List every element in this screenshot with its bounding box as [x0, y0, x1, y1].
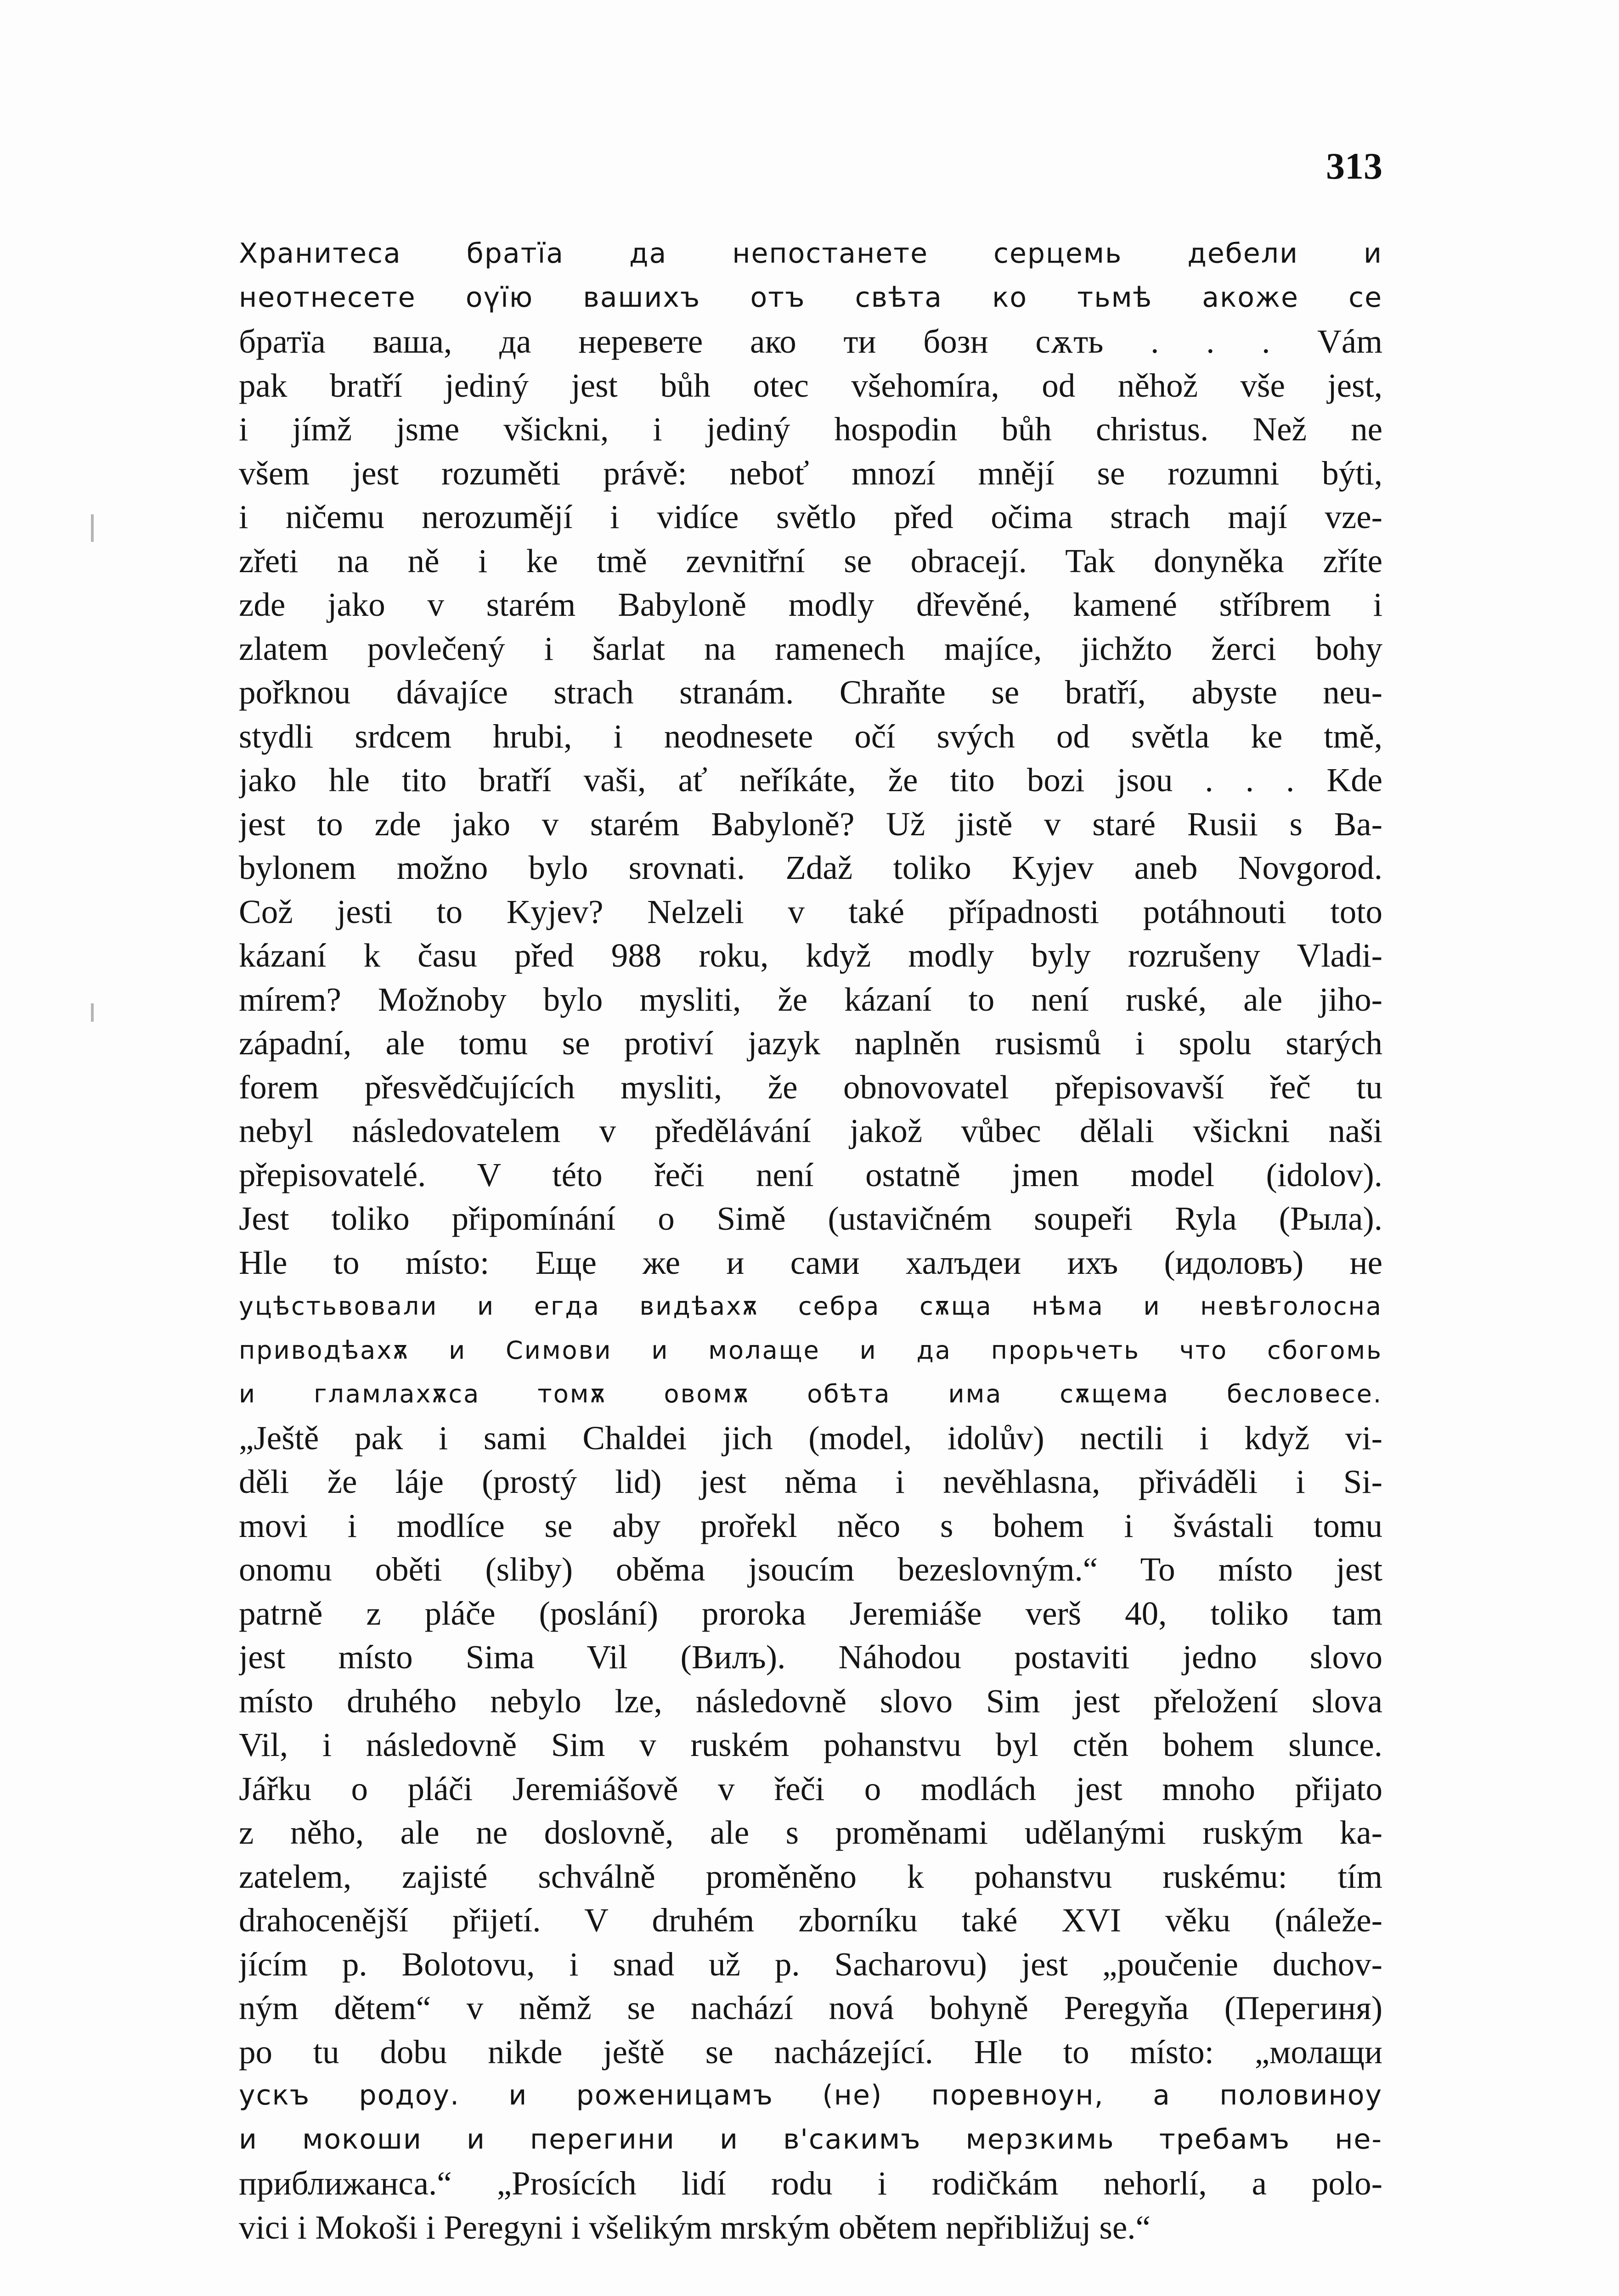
text-line: jest to zde jako v starém Babyloně? Už jistě v staré Rusii s Ba- — [239, 805, 1382, 843]
text-line: Což jesti to Kyjev? Nelzeli v také případnosti potáhnouti toto — [239, 893, 1382, 930]
text-line: všem jest rozuměti právě: neboť mnozí mnějí se rozumni býti, — [239, 454, 1382, 492]
text-line: děli že láje (prostý lid) jest něma i nevěhlasna, přiváděli i Si- — [239, 1463, 1382, 1500]
text-line: drahocenější přijetí. V druhém zborníku také XVI věku (náleže- — [239, 1902, 1382, 1939]
text-line: onomu oběti (sliby) oběma jsoucím bezeslovným.“ To místo jest — [239, 1551, 1382, 1588]
body-text — [239, 232, 1382, 2249]
text-line: nebyl následovatelem v předělávání jakož vůbec dělali všickni naši — [239, 1112, 1382, 1149]
text-line: братїа ваша, да неревете ако ти бозн сѫть . . . Vám — [239, 323, 1382, 360]
text-line: zatelem, zajisté schválně proměněno k pohanstvu ruskému: tím — [239, 1857, 1382, 1895]
text-line: Hle to místo: Еще же и сами халъдеи ихъ (идоловъ) не — [239, 1244, 1382, 1281]
text-line: ускъ родоу. и роженицамъ (не) поревноун, а половиноу — [239, 2079, 1382, 2111]
text-line: уцѣстьвовали и егда видѣахѫ себра сѫща нѣма и невѣголосна — [239, 1292, 1382, 1321]
text-line: movi i modlíce se aby prořekl něco s bohem i švástali tomu — [239, 1507, 1382, 1544]
text-line: mírem? Možnoby bylo mysliti, že kázaní to není ruské, ale jiho- — [239, 980, 1382, 1018]
text-line: přepisovatelé. V této řeči není ostatně jmen model (idolov). — [239, 1156, 1382, 1193]
text-line: и гламлахѫса томѫ овомѫ обѣта има сѫщема бесловесе. — [239, 1379, 1382, 1408]
text-line: patrně z pláče (poslání) proroka Jeremiáše verš 40, toliko tam — [239, 1594, 1382, 1632]
text-line: Vil, i následovně Sim v ruském pohanstvu byl ctěn bohem slunce. — [239, 1726, 1382, 1763]
text-line: zřeti na ně i ke tmě zevnitřní se obracejí. Tak donyněka zříte — [239, 542, 1382, 580]
text-line: и мокоши и перегини и в'сакимъ мерзкимь требамъ не- — [239, 2123, 1382, 2155]
text-line: stydli srdcem hrubi, i neodnesete očí svých od světla ke tmě, — [239, 717, 1382, 755]
text-line: pořknou dávajíce strach stranám. Chraňte se bratří, abyste neu- — [239, 674, 1382, 711]
text-line: Jářku o pláči Jeremiášově v řeči o modlách jest mnoho přijato — [239, 1770, 1382, 1807]
text-line: приближанса.“ „Prosících lidí rodu i rodičkám nehorlí, a polo- — [239, 2165, 1382, 2202]
text-line: Хранитеса братїа да непостанете серцемь дебели и — [239, 237, 1382, 270]
text-line: zlatem povlečený i šarlat na ramenech majíce, jichžto žerci bohy — [239, 630, 1382, 667]
text-line: z něho, ale ne doslovně, ale s proměnami udělanými ruským ka- — [239, 1814, 1382, 1851]
text-line: bylonem možno bylo srovnati. Zdaž toliko Kyjev aneb Novgorod. — [239, 849, 1382, 886]
text-line: ným dětem“ v němž se nachází nová bohyně Peregyňa (Перегиня) — [239, 1989, 1382, 2026]
text-line: i ničemu nerozumějí i vidíce světlo před očima strach mají vze- — [239, 498, 1382, 535]
text-line: приводѣахѫ и Симови и молаще и да прорьчеть что сбогомь — [239, 1335, 1382, 1365]
scan-artifact — [91, 1003, 94, 1022]
text-line: zde jako v starém Babyloně modly dřevěné, kamené stříbrem i — [239, 586, 1382, 623]
text-line: kázaní k času před 988 roku, když modly byly rozrušeny Vladi- — [239, 937, 1382, 974]
text-line: jako hle tito bratří vaši, ať neříkáte, že tito bozi jsou . . . Kde — [239, 761, 1382, 799]
text-line: i jímž jsme všickni, i jediný hospodin bůh christus. Než ne — [239, 411, 1382, 448]
text-line: jest místo Sima Vil (Вилъ). Náhodou postaviti jedno slovo — [239, 1638, 1382, 1676]
text-line: vici i Mokoši i Peregyni i všelikým mrským obětem nepřibližuj se.“ — [239, 2208, 1151, 2246]
page-number: 313 — [1326, 145, 1382, 187]
text-line: „Ještě pak i sami Chaldei jich (model, idolův) nectili i když vi- — [239, 1419, 1382, 1457]
text-line: západní, ale tomu se protiví jazyk naplněn rusismů i spolu starých — [239, 1024, 1382, 1062]
text-line: pak bratří jediný jest bůh otec všehomíra, od něhož vše jest, — [239, 366, 1382, 404]
text-line: Jest toliko připomínání o Simě (ustavičném soupeři Ryla (Рыла). — [239, 1200, 1382, 1237]
text-line: po tu dobu nikde ještě se nacházející. Hle to místo: „молащи — [239, 2033, 1382, 2071]
text-line: jícím p. Bolotovu, i snad už p. Sacharovu) jest „poučenie duchov- — [239, 1945, 1382, 1983]
scan-artifact — [91, 514, 94, 542]
text-line: forem přesvědčujících mysliti, že obnovovatel přepisovavší řeč tu — [239, 1068, 1382, 1106]
text-line: místo druhého nebylo lze, následovně slovo Sim jest přeložení slova — [239, 1682, 1382, 1720]
text-line: неотнесете оүїю вашихъ отъ свѣта ко тьмѣ акоже се — [239, 281, 1382, 314]
